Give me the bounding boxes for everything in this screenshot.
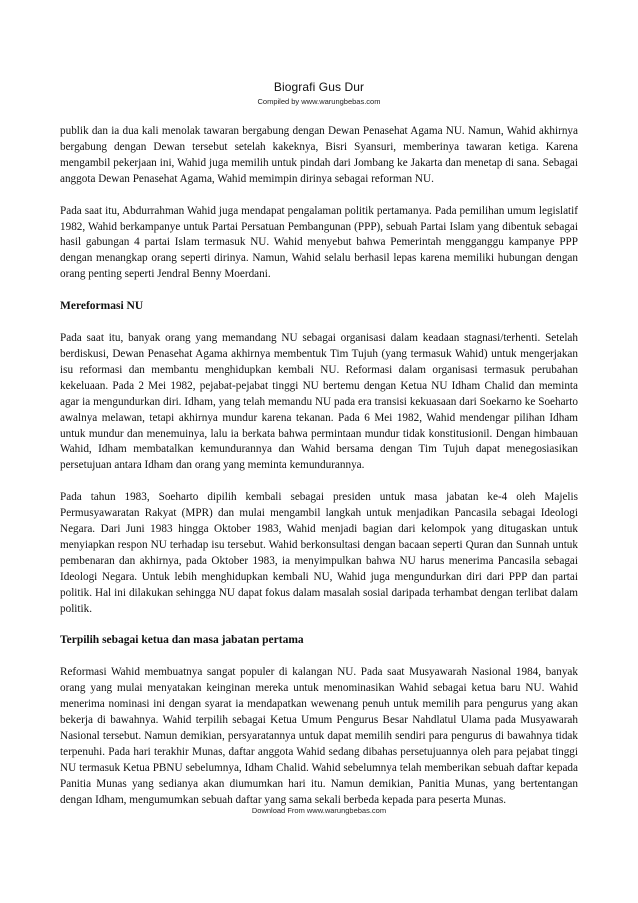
document-title: Biografi Gus Dur bbox=[273, 80, 365, 94]
paragraph: Pada tahun 1983, Soeharto dipilih kembali sebagai presiden untuk masa jabatan ke-4 oleh Majelis Permusyawaratan Rakyat (MPR) dan mulai mengambil langkah untuk menjadikan Pancasila sebagai Ideologi Negara. Dari Juni 1983 hingga Oktober 1983, Wahid menjadi bagian dari kelompok yang ditugaskan untuk menyiapkan respon NU terhadap isu tersebut. Wahid berkonsultasi dengan bacaan seperti Quran dan Sunnah untuk pembenaran dan akhirnya, pada Oktober 1983, ia menyimpulkan bahwa NU harus menerima Pancasila sebagai Ideologi Negara. Untuk lebih menghidupkan kembali NU, Wahid juga mengundurkan diri dari PPP dan partai politik. Hal ini dilakukan sehingga NU dapat fokus dalam masalah sosial daripada terhambat dengan terlibat dalam politik. bbox=[60, 491, 578, 615]
paragraph: Pada saat itu, Abdurrahman Wahid juga mendapat pengalaman politik pertamanya. Pada pemilihan umum legislatif 1982, Wahid berkampanye untuk Partai Persatuan Pembangunan (PPP), sebuah Partai Islam yang dibentuk sebagai hasil gabungan 4 partai Islam termasuk NU. Wahid menyebut bahwa Pemerintah mengganggu kampanye PPP dengan menangkap orang seperti dirinya. Namun, Wahid selalu berhasil lepas karena memiliki hubungan dengan orang penting seperti Jendral Benny Moerdani. bbox=[60, 204, 578, 281]
paragraph: Pada saat itu, banyak orang yang memandang NU sebagai organisasi dalam keadaan stagnasi/terhenti. Setelah berdiskusi, Dewan Penasehat Agama akhirnya membentuk Tim Tujuh (yang termasuk Wahid) untuk mengerjakan isu reformasi dan membantu menghidupkan kembali NU. Reformasi dalam organisasi termasuk perubahan kekeluaan. Pada 2 Mei 1982, pejabat-pejabat tinggi NU bertemu dengan Ketua NU Idham Chalid dan meminta agar ia mengundurkan diri. Idham, yang telah memandu NU pada era transisi kekuasaan dari Soekarno ke Soeharto awalnya melawan, tetapi akhirnya mundur karena tekanan. Pada 6 Mei 1982, Wahid mendengar pilihan Idham untuk mundur dan menemuinya, lalu ia berkata bahwa permintaan mundur tidak konstitusionil. Dengan himbauan Wahid, Idham membatalkan kemundurannya dan Wahid bersama dengan Tim Tujuh dapat menegosiasikan persetujuan antara Idham dan orang yang meminta kemundurannya. bbox=[60, 332, 578, 472]
section-heading: Mereformasi NU bbox=[60, 300, 144, 313]
paragraph: publik dan ia dua kali menolak tawaran bergabung dengan Dewan Penasehat Agama NU. Namun, Wahid akhirnya bergabung dengan Dewan tersebut setelah kakeknya, Bisri Syansuri, memberinya tawaran ketiga. Karena mengambil pekerjaan ini, Wahid juga memilih untuk pindah dari Jombang ke Jakarta dan menetap di sana. Sebagai anggota Dewan Penasehat Agama, Wahid memimpin dirinya sebagai reforman NU. bbox=[60, 125, 578, 185]
download-footer: Download From www.warungbebas.com bbox=[251, 806, 387, 815]
paragraph: Reformasi Wahid membuatnya sangat populer di kalangan NU. Pada saat Musyawarah Nasional 1984, banyak orang yang mulai menyatakan keinginan mereka untuk menominasikan Wahid sebagai ketua baru NU. Wahid menerima nominasi ini dengan syarat ia mendapatkan wewenang penuh untuk memilih para pengurus yang akan bekerja di bawahnya. Wahid terpilih sebagai Ketua Umum Pengurus Besar Nahdlatul Ulama pada Musyawarah Nasional tersebut. Namun demikian, persyaratannya untuk dapat memilih sendiri para pengurus di bawahnya tidak terpenuhi. Pada hari terakhir Munas, daftar anggota Wahid sedang dibahas persetujuannya oleh para pejabat tinggi NU termasuk Ketua PBNU sebelumnya, Idham Chalid. Wahid sebelumnya telah memberikan sebuah daftar kepada Panitia Munas yang sedianya akan diumumkan hari itu. Namun demikian, Panitia Munas, yang bertentangan dengan Idham, mengumumkan sebuah daftar yang sama sekali berbeda kepada para peserta Munas. bbox=[60, 666, 578, 806]
document-body bbox=[60, 124, 578, 825]
section-heading: Terpilih sebagai ketua dan masa jabatan pertama bbox=[60, 634, 304, 647]
compiled-by-line: Compiled by www.warungbebas.com bbox=[257, 97, 381, 106]
